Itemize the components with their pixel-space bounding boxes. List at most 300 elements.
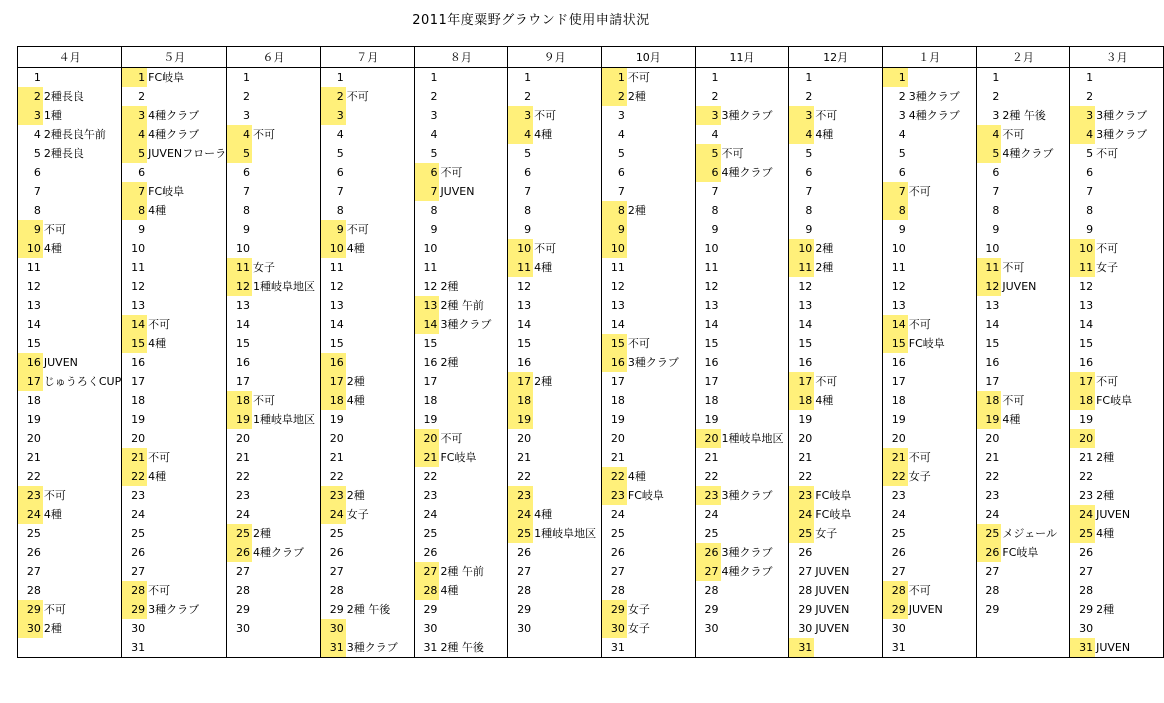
day-note <box>252 353 320 372</box>
day-note <box>1001 562 1069 581</box>
month-header: １月 <box>882 47 976 68</box>
day-number: 22 <box>976 467 1001 486</box>
day-number: 21 <box>122 448 147 467</box>
day-note <box>908 239 976 258</box>
day-note: FC岐阜 <box>814 486 882 505</box>
day-number: 31 <box>122 638 147 658</box>
day-number: 31 <box>414 638 439 658</box>
month-header: ２月 <box>976 47 1070 68</box>
day-number: 1 <box>18 68 43 88</box>
day-number: 24 <box>789 505 814 524</box>
day-number: 4 <box>695 125 720 144</box>
day-number: 24 <box>695 505 720 524</box>
day-number: 20 <box>695 429 720 448</box>
day-note <box>439 239 507 258</box>
day-number: 24 <box>18 505 43 524</box>
day-number: 11 <box>18 258 43 277</box>
day-note <box>147 391 227 410</box>
day-note <box>346 524 414 543</box>
day-number: 24 <box>414 505 439 524</box>
day-number: 30 <box>882 619 907 638</box>
day-number: 17 <box>976 372 1001 391</box>
day-note: 1種岐阜地区 <box>252 277 320 296</box>
day-note: 4種 <box>533 258 601 277</box>
day-number: 29 <box>1070 600 1095 619</box>
day-note: 2種 <box>627 201 695 220</box>
day-note: 4種クラブ <box>147 106 227 125</box>
day-note <box>439 220 507 239</box>
day-note <box>439 505 507 524</box>
day-note <box>627 163 695 182</box>
day-number: 6 <box>602 163 627 182</box>
day-note: 4種 <box>147 467 227 486</box>
day-note <box>627 543 695 562</box>
day-note: 2種 <box>252 524 320 543</box>
day-note <box>627 125 695 144</box>
day-number: 18 <box>602 391 627 410</box>
day-note <box>908 144 976 163</box>
day-number: 13 <box>695 296 720 315</box>
day-note: 女子 <box>814 524 882 543</box>
day-number: 24 <box>976 505 1001 524</box>
day-number: 23 <box>508 486 533 505</box>
day-row <box>18 448 1164 467</box>
day-number: 23 <box>976 486 1001 505</box>
day-number: 11 <box>882 258 907 277</box>
day-note <box>346 619 414 638</box>
day-number: 16 <box>227 353 252 372</box>
day-number: 10 <box>18 239 43 258</box>
day-note <box>147 543 227 562</box>
day-number: 5 <box>695 144 720 163</box>
day-number: 15 <box>122 334 147 353</box>
day-note <box>147 505 227 524</box>
day-number: 6 <box>1070 163 1095 182</box>
day-number: 22 <box>882 467 907 486</box>
day-row <box>18 410 1164 429</box>
month-header: ６月 <box>227 47 321 68</box>
day-note: 不可 <box>147 581 227 600</box>
day-number: 30 <box>695 619 720 638</box>
day-note <box>43 638 122 658</box>
day-number: 21 <box>414 448 439 467</box>
day-number: 24 <box>1070 505 1095 524</box>
day-number: 28 <box>976 581 1001 600</box>
day-note: 女子 <box>627 600 695 619</box>
day-number: 12 <box>882 277 907 296</box>
day-number: 14 <box>508 315 533 334</box>
day-number: 17 <box>122 372 147 391</box>
day-note: 不可 <box>252 391 320 410</box>
day-note <box>721 334 789 353</box>
day-note <box>252 486 320 505</box>
day-number: 13 <box>1070 296 1095 315</box>
day-number: 2 <box>122 87 147 106</box>
day-note <box>908 353 976 372</box>
day-row <box>18 144 1164 163</box>
day-number: 6 <box>18 163 43 182</box>
day-note: 1種岐阜地区 <box>252 410 320 429</box>
day-note: 3種クラブ <box>721 543 789 562</box>
day-number: 28 <box>1070 581 1095 600</box>
day-note: 4種クラブ <box>908 106 976 125</box>
day-note <box>721 600 789 619</box>
month-header: 10月 <box>602 47 696 68</box>
day-note: FC岐阜 <box>439 448 507 467</box>
day-number <box>976 619 1001 638</box>
day-note <box>346 562 414 581</box>
day-note <box>533 600 601 619</box>
day-number: 12 <box>695 277 720 296</box>
day-note <box>346 467 414 486</box>
day-number: 25 <box>602 524 627 543</box>
day-number: 3 <box>227 106 252 125</box>
day-note: JUVEN <box>1095 505 1163 524</box>
day-row <box>18 638 1164 658</box>
month-header: ８月 <box>414 47 508 68</box>
day-number: 17 <box>414 372 439 391</box>
day-number: 3 <box>882 106 907 125</box>
day-number: 2 <box>695 87 720 106</box>
day-note <box>346 334 414 353</box>
day-note: 3種クラブ <box>439 315 507 334</box>
day-number: 24 <box>602 505 627 524</box>
day-row <box>18 353 1164 372</box>
day-number: 28 <box>414 581 439 600</box>
day-number: 17 <box>1070 372 1095 391</box>
day-number: 20 <box>1070 429 1095 448</box>
day-number: 19 <box>602 410 627 429</box>
day-number: 20 <box>789 429 814 448</box>
day-number: 18 <box>882 391 907 410</box>
day-note: 3種クラブ <box>721 486 789 505</box>
day-note <box>43 315 122 334</box>
day-note: 2種 <box>346 486 414 505</box>
day-number: 19 <box>18 410 43 429</box>
day-note <box>1001 429 1069 448</box>
day-note: 2種 <box>439 277 507 296</box>
day-note <box>439 68 507 88</box>
day-number: 31 <box>602 638 627 658</box>
day-note <box>721 524 789 543</box>
day-note <box>1001 334 1069 353</box>
day-number: 10 <box>122 239 147 258</box>
day-number: 22 <box>320 467 345 486</box>
day-row <box>18 220 1164 239</box>
day-note <box>147 524 227 543</box>
day-note <box>721 467 789 486</box>
day-number: 13 <box>882 296 907 315</box>
day-number: 27 <box>414 562 439 581</box>
day-row <box>18 163 1164 182</box>
day-number: 5 <box>789 144 814 163</box>
day-number: 8 <box>976 201 1001 220</box>
day-note: 4種 <box>1001 410 1069 429</box>
day-number: 21 <box>227 448 252 467</box>
day-number: 17 <box>602 372 627 391</box>
day-note <box>814 296 882 315</box>
day-number: 5 <box>602 144 627 163</box>
day-number: 28 <box>320 581 345 600</box>
day-note <box>814 144 882 163</box>
day-note <box>252 315 320 334</box>
day-note <box>814 201 882 220</box>
day-number: 15 <box>508 334 533 353</box>
day-number: 11 <box>508 258 533 277</box>
day-number: 21 <box>1070 448 1095 467</box>
day-row <box>18 543 1164 562</box>
day-note <box>252 448 320 467</box>
day-number: 15 <box>320 334 345 353</box>
day-note: 不可 <box>627 334 695 353</box>
day-number: 23 <box>320 486 345 505</box>
day-number: 5 <box>414 144 439 163</box>
day-number: 18 <box>508 391 533 410</box>
day-note: 不可 <box>627 68 695 88</box>
day-note <box>43 581 122 600</box>
day-note <box>627 182 695 201</box>
day-number: 8 <box>227 201 252 220</box>
day-note <box>43 163 122 182</box>
day-note: 2種 午後 <box>1001 106 1069 125</box>
day-note <box>439 543 507 562</box>
day-note: 4種 <box>43 239 122 258</box>
day-number: 27 <box>18 562 43 581</box>
day-number: 19 <box>227 410 252 429</box>
day-row <box>18 182 1164 201</box>
day-note: 女子 <box>908 467 976 486</box>
day-number: 14 <box>789 315 814 334</box>
day-number: 22 <box>695 467 720 486</box>
day-note <box>721 68 789 88</box>
day-number: 29 <box>414 600 439 619</box>
day-note <box>1095 68 1163 88</box>
day-number: 14 <box>695 315 720 334</box>
day-note <box>627 429 695 448</box>
day-number: 29 <box>227 600 252 619</box>
day-number: 13 <box>508 296 533 315</box>
day-number: 6 <box>414 163 439 182</box>
day-note <box>533 163 601 182</box>
day-number: 1 <box>1070 68 1095 88</box>
day-note <box>1095 334 1163 353</box>
day-number: 28 <box>789 581 814 600</box>
day-number: 16 <box>789 353 814 372</box>
day-number: 8 <box>18 201 43 220</box>
day-note <box>533 334 601 353</box>
day-note <box>627 106 695 125</box>
day-number: 12 <box>1070 277 1095 296</box>
day-number: 15 <box>882 334 907 353</box>
day-number: 13 <box>789 296 814 315</box>
day-number: 14 <box>1070 315 1095 334</box>
day-number: 10 <box>695 239 720 258</box>
day-note <box>43 258 122 277</box>
day-note <box>346 258 414 277</box>
day-note <box>533 144 601 163</box>
day-number: 11 <box>976 258 1001 277</box>
day-number: 2 <box>976 87 1001 106</box>
day-number: 26 <box>227 543 252 562</box>
day-number: 16 <box>508 353 533 372</box>
day-number: 16 <box>320 353 345 372</box>
day-number: 17 <box>882 372 907 391</box>
day-note <box>721 505 789 524</box>
day-number: 12 <box>227 277 252 296</box>
day-number: 1 <box>976 68 1001 88</box>
day-number: 20 <box>18 429 43 448</box>
day-note <box>908 638 976 658</box>
day-note <box>533 220 601 239</box>
day-number: 23 <box>414 486 439 505</box>
day-note <box>346 106 414 125</box>
day-number: 28 <box>602 581 627 600</box>
day-note <box>439 467 507 486</box>
day-number: 20 <box>976 429 1001 448</box>
day-note: 不可 <box>533 239 601 258</box>
day-number: 31 <box>320 638 345 658</box>
day-note <box>1001 315 1069 334</box>
day-note: JUVEN <box>1095 638 1163 658</box>
day-number: 29 <box>882 600 907 619</box>
day-note <box>147 486 227 505</box>
day-number: 11 <box>789 258 814 277</box>
day-note <box>43 429 122 448</box>
day-note <box>1095 163 1163 182</box>
day-number: 7 <box>695 182 720 201</box>
day-number: 17 <box>508 372 533 391</box>
day-note <box>814 220 882 239</box>
day-note <box>439 201 507 220</box>
day-number: 23 <box>227 486 252 505</box>
day-number: 4 <box>227 125 252 144</box>
day-number: 4 <box>1070 125 1095 144</box>
day-note: 3種クラブ <box>346 638 414 658</box>
day-note <box>627 448 695 467</box>
day-note <box>1001 296 1069 315</box>
day-note <box>43 543 122 562</box>
day-note: FC岐阜 <box>147 68 227 88</box>
day-number: 4 <box>414 125 439 144</box>
day-note: JUVEN <box>814 600 882 619</box>
day-note <box>533 467 601 486</box>
day-note <box>1001 619 1069 638</box>
day-note <box>1095 87 1163 106</box>
day-row <box>18 201 1164 220</box>
day-number: 17 <box>320 372 345 391</box>
day-note <box>627 524 695 543</box>
day-note <box>627 296 695 315</box>
day-note <box>908 543 976 562</box>
day-note <box>1001 467 1069 486</box>
day-note: 不可 <box>346 220 414 239</box>
day-number: 24 <box>882 505 907 524</box>
day-note <box>721 619 789 638</box>
day-number: 8 <box>320 201 345 220</box>
day-note: 女子 <box>627 619 695 638</box>
day-number: 25 <box>227 524 252 543</box>
day-note: 2種 <box>439 353 507 372</box>
day-number: 1 <box>882 68 907 88</box>
day-note <box>252 106 320 125</box>
day-number: 30 <box>602 619 627 638</box>
day-note <box>252 600 320 619</box>
day-number: 9 <box>695 220 720 239</box>
day-note: 3種クラブ <box>1095 106 1163 125</box>
day-row <box>18 315 1164 334</box>
day-note <box>1001 372 1069 391</box>
day-note <box>439 125 507 144</box>
day-number: 4 <box>882 125 907 144</box>
day-note <box>721 410 789 429</box>
day-number: 30 <box>320 619 345 638</box>
day-note <box>721 315 789 334</box>
day-note <box>627 315 695 334</box>
day-number: 25 <box>976 524 1001 543</box>
day-note: 2種 午前 <box>439 562 507 581</box>
day-number: 24 <box>508 505 533 524</box>
day-number: 31 <box>1070 638 1095 658</box>
day-note <box>908 201 976 220</box>
day-note <box>1095 296 1163 315</box>
day-row <box>18 68 1164 88</box>
day-note <box>908 296 976 315</box>
day-note: 4種 <box>439 581 507 600</box>
day-note <box>252 638 320 658</box>
day-note <box>1095 277 1163 296</box>
day-number: 17 <box>695 372 720 391</box>
day-note <box>721 277 789 296</box>
day-note: 不可 <box>1095 144 1163 163</box>
day-number: 9 <box>227 220 252 239</box>
day-number: 10 <box>789 239 814 258</box>
day-number: 24 <box>227 505 252 524</box>
day-note <box>533 391 601 410</box>
day-note: 3種クラブ <box>147 600 227 619</box>
day-number: 14 <box>18 315 43 334</box>
day-note <box>627 220 695 239</box>
day-number: 3 <box>508 106 533 125</box>
day-number: 13 <box>320 296 345 315</box>
day-number: 2 <box>789 87 814 106</box>
day-number: 3 <box>1070 106 1095 125</box>
day-number: 23 <box>602 486 627 505</box>
day-note <box>814 315 882 334</box>
day-note <box>252 87 320 106</box>
day-note: 4種 <box>147 334 227 353</box>
day-note: 3種クラブ <box>1095 125 1163 144</box>
day-number: 1 <box>602 68 627 88</box>
day-number: 28 <box>882 581 907 600</box>
day-number: 28 <box>122 581 147 600</box>
day-note <box>252 372 320 391</box>
day-number: 12 <box>320 277 345 296</box>
day-note: 不可 <box>1001 125 1069 144</box>
day-number: 11 <box>227 258 252 277</box>
day-note <box>147 353 227 372</box>
day-number: 19 <box>320 410 345 429</box>
day-number: 15 <box>695 334 720 353</box>
day-note: 3種クラブ <box>908 87 976 106</box>
day-row <box>18 106 1164 125</box>
day-note <box>43 391 122 410</box>
day-number: 17 <box>18 372 43 391</box>
day-note <box>533 182 601 201</box>
day-note <box>721 353 789 372</box>
day-note: 不可 <box>43 600 122 619</box>
day-row <box>18 391 1164 410</box>
day-note: 4種 <box>814 391 882 410</box>
